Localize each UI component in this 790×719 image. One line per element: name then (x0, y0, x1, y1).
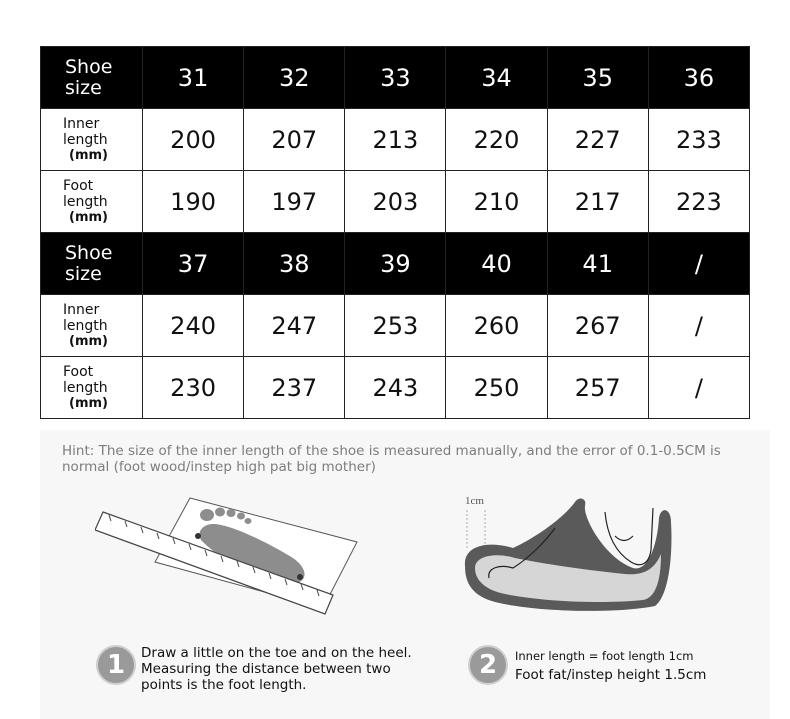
size-cell: 41 (547, 233, 648, 295)
inner-length-cell: 220 (446, 109, 547, 171)
inner-length-cell: 233 (648, 109, 749, 171)
size-cell: 40 (446, 233, 547, 295)
inner-length-cell: 253 (345, 295, 446, 357)
foot-length-cell: 237 (244, 357, 345, 419)
size-cell: 35 (547, 47, 648, 109)
foot-length-cell: 257 (547, 357, 648, 419)
step-2-badge: 2 (468, 645, 508, 685)
inner-length-cell: 207 (244, 109, 345, 171)
step-1-badge: 1 (96, 645, 136, 685)
foot-length-cell: 197 (244, 171, 345, 233)
shoe-icon (465, 499, 672, 611)
foot-length-label: Foot length (mm) (41, 171, 143, 233)
inner-length-cell: 200 (143, 109, 244, 171)
step-2-text: Inner length = foot length 1cm Foot fat/instep height 1.5cm (515, 649, 707, 683)
size-cell: 33 (345, 47, 446, 109)
foot-length-cell: 190 (143, 171, 244, 233)
size-cell: 34 (446, 47, 547, 109)
toe-mark-icon (195, 533, 201, 539)
foot-length-cell: / (648, 357, 749, 419)
heel-mark-icon (297, 574, 303, 580)
shoe-fit-illustration (455, 488, 685, 618)
foot-length-cell: 203 (345, 171, 446, 233)
inner-length-label: Inner length (mm) (41, 109, 143, 171)
shoe-size-row (41, 233, 750, 295)
foot-length-row (41, 357, 750, 419)
foot-length-cell: 230 (143, 357, 244, 419)
foot-length-cell: 217 (547, 171, 648, 233)
inner-length-label: Inner length (mm) (41, 295, 143, 357)
size-cell: 37 (143, 233, 244, 295)
foot-length-row (41, 171, 750, 233)
inner-length-cell: 227 (547, 109, 648, 171)
gap-label: 1cm (465, 495, 484, 507)
inner-length-cell: 213 (345, 109, 446, 171)
inner-length-row (41, 295, 750, 357)
inner-length-row (41, 109, 750, 171)
inner-length-cell: 247 (244, 295, 345, 357)
size-cell: / (648, 233, 749, 295)
size-cell: 39 (345, 233, 446, 295)
foot-length-cell: 223 (648, 171, 749, 233)
size-cell: 38 (244, 233, 345, 295)
size-cell: 31 (143, 47, 244, 109)
foot-length-cell: 243 (345, 357, 446, 419)
foot-length-label: Foot length (mm) (41, 357, 143, 419)
size-cell: 36 (648, 47, 749, 109)
foot-measurement-illustration (95, 490, 365, 625)
foot-length-cell: 250 (446, 357, 547, 419)
foot-length-cell: 210 (446, 171, 547, 233)
size-cell: 32 (244, 47, 345, 109)
step-1-text: Draw a little on the toe and on the heel. Measuring the distance between two points is the foot length. (141, 645, 412, 693)
inner-length-cell: 240 (143, 295, 244, 357)
shoe-size-label: Shoe size (41, 47, 143, 109)
hint-text: Hint: The size of the inner length of the shoe is measured manually, and the error of 0.1-0.5CM is normal (foot wood/instep high pat big mother) (62, 443, 721, 475)
shoe-size-row (41, 47, 750, 109)
size-table (40, 46, 750, 419)
inner-length-cell: 267 (547, 295, 648, 357)
inner-length-cell: / (648, 295, 749, 357)
shoe-size-label: Shoe size (41, 233, 143, 295)
inner-length-cell: 260 (446, 295, 547, 357)
